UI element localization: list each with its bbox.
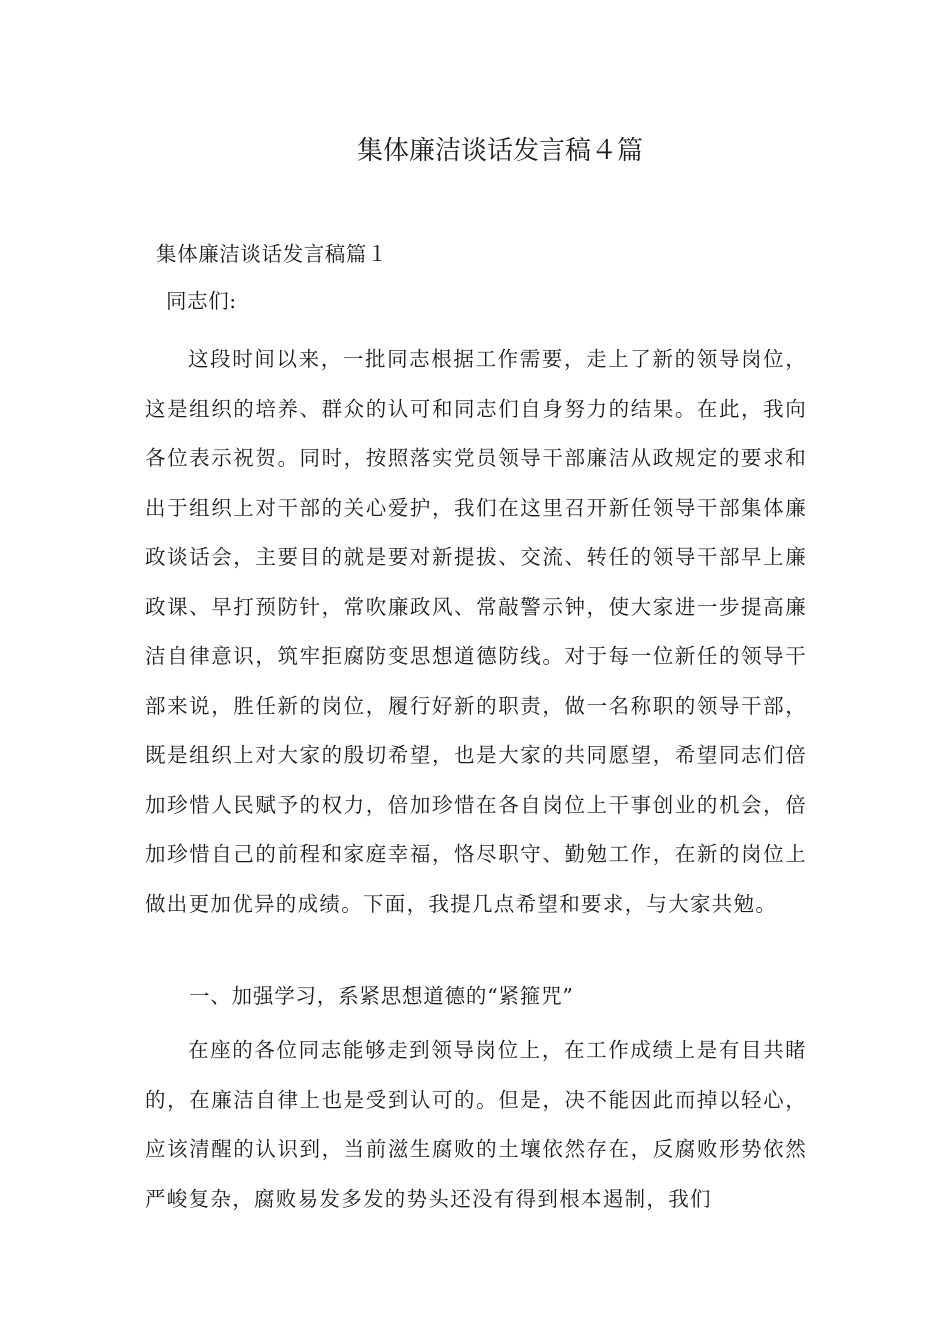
section-heading: 一、加强学习，系紧思想道德的“紧箍咒” <box>189 984 574 1008</box>
salutation: 同志们: <box>166 289 237 313</box>
section-subtitle: 集体廉洁谈话发言稿篇１ <box>156 242 389 266</box>
body-paragraph: 在座的各位同志能够走到领导岗位上，在工作成绩上是有目共睹的，在廉洁自律上也是受到认可的。但是，决不能因此而掉以轻心，应该清醒的认识到，当前滋生腐败的土壤依然存在，反腐败形势依然严峻复杂，腐败易发多发的势头还没有得到根本遏制，我们 <box>145 1038 807 1211</box>
document-title: 集体廉洁谈话发言稿４篇 <box>356 136 643 166</box>
body-paragraph: 这段时间以来，一批同志根据工作需要，走上了新的领导岗位，这是组织的培养、群众的认可和同志们自身努力的结果。在此，我向各位表示祝贺。同时，按照落实党员领导干部廉洁从政规定的要求和出于组织上对干部的关心爱护，我们在这里召开新任领导干部集体廉政谈话会，主要目的就是要对新提拔、交流、转任的领导干部早上廉政课、早打预防针，常吹廉政风、常敲警示钟，使大家进一步提高廉洁自律意识，筑牢拒腐防变思想道德防线。对于每一位新任的领导干部来说，胜任新的岗位，履行好新的职责，做一名称职的领导干部，既是组织上对大家的殷切希望，也是大家的共同愿望，希望同志们倍加珍惜人民赋予的权力，倍加珍惜在各自岗位上干事创业的机会，倍加珍惜自己的前程和家庭幸福，恪尽职守、勤勉工作，在新的岗位上做出更加优异的成绩。下面，我提几点希望和要求，与大家共勉。 <box>145 347 807 916</box>
